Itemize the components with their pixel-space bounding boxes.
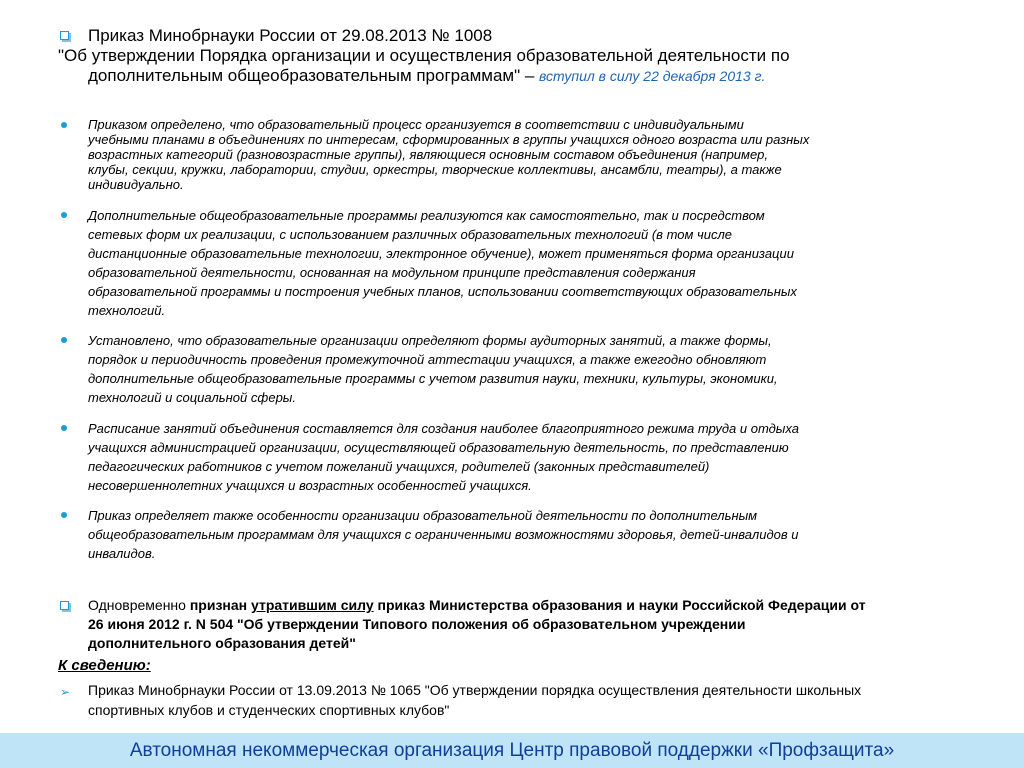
- bullet-line: учебными планами в объединениях по интересам, сформированных в группы учащихся одного возраста или разных: [88, 132, 810, 147]
- bullet-line: возрастных категорий (разновозрастные группы), являющиеся основным составом объединения (например,: [88, 147, 769, 162]
- bullet-line: технологий и социальной сферы.: [88, 390, 296, 405]
- footer-text: Автономная некоммерческая организация Центр правовой поддержки «Профзащита»: [129, 739, 895, 761]
- bullet-dot-icon: [61, 425, 67, 431]
- footer-bar: [0, 733, 1024, 768]
- bullet-text: [88, 206, 958, 320]
- arrow-bullet-icon: ➢: [60, 685, 71, 699]
- bullet-text: [88, 331, 958, 407]
- header-subtitle-line2-row: [58, 66, 958, 86]
- info-item-line: Приказ Минобрнауки России от 13.09.2013 № 1065 "Об утверждении порядка осуществления деятельности школьных: [88, 682, 862, 698]
- bullet-dot-icon: [61, 212, 67, 218]
- info-item: [58, 680, 968, 720]
- repeal-underlined: утратившим силу: [251, 597, 374, 613]
- info-item-line: спортивных клубов и студенческих спортивных клубов": [88, 702, 450, 718]
- repeal-bold-line1: приказ Министерства образования и науки Российской Федерации от: [373, 597, 866, 613]
- repeal-prefix: Одновременно: [88, 597, 190, 613]
- header-subtitle-line2: дополнительным общеобразовательным программам": [88, 66, 521, 85]
- info-item-text: [58, 680, 968, 720]
- repeal-bold-line2: 26 июня 2012 г. N 504 "Об утверждении Типового положения об образовательном учреждении: [88, 616, 746, 632]
- repeal-bold-start: признан: [189, 597, 251, 613]
- bullet-line: учащихся администрацией организации, осуществляющей образовательную деятельность, по представлению: [88, 440, 789, 455]
- bullet-line: технологий.: [88, 303, 166, 318]
- bullet-text: [88, 419, 958, 495]
- repeal-text: [58, 596, 968, 653]
- header-dash: –: [520, 66, 540, 85]
- header-title: Приказ Минобрнауки России от 29.08.2013 № 1008: [88, 26, 493, 45]
- square-bullet-icon: [60, 31, 69, 40]
- bullet-line: несовершеннолетних учащихся и возрастных особенностей учащихся.: [88, 478, 532, 493]
- bullet-line: образовательной деятельности, основанная на модульном принципе представления содержания: [88, 265, 696, 280]
- bullet-line: Расписание занятий объединения составляется для создания наиболее благоприятного режима труда и отдыха: [88, 421, 799, 436]
- bullet-line: педагогических работников с учетом пожеланий учащихся, родителей (законных представителей): [88, 459, 710, 474]
- effective-date: вступил в силу 22 декабря 2013 г.: [539, 68, 766, 84]
- bullet-line: Установлено, что образовательные организации определяют формы аудиторных занятий, а также формы,: [88, 333, 772, 348]
- repeal-block: [58, 596, 968, 653]
- bullet-line: сетевых форм их реализации, с использованием различных образовательных технологий (в том числе: [88, 227, 733, 242]
- bullet-dot-icon: [61, 122, 67, 128]
- bullet-line: общеобразовательным программам для учащихся с ограниченными возможностями здоровья, детей-инвалидов и: [88, 527, 799, 542]
- repeal-bold-line3: дополнительного образования детей": [88, 635, 356, 651]
- square-bullet-icon: [60, 601, 69, 610]
- bullet-line: Дополнительные общеобразовательные программы реализуются как самостоятельно, так и посредством: [88, 208, 765, 223]
- header-block: [58, 26, 958, 86]
- bullet-line: Приказом определено, что образовательный процесс организуется в соответствии с индивидуальными: [88, 117, 744, 132]
- bullet-text: [88, 117, 958, 192]
- bullet-line: образовательной программы и построения учебных планов, использовании соответствующих образовательных: [88, 284, 797, 299]
- bullet-line: Приказ определяет также особенности организации образовательной деятельности по дополнительным: [88, 508, 758, 523]
- header-title-row: [58, 26, 958, 46]
- bullet-line: инвалидов.: [88, 546, 156, 561]
- info-heading: К сведению:: [58, 657, 151, 674]
- bullet-line: дистанционные образовательные технологии, электронное обучение), может применяться форма организации: [88, 246, 794, 261]
- header-subtitle-line1: "Об утверждении Порядка организации и осуществления образовательной деятельности по: [58, 46, 790, 65]
- bullet-dot-icon: [61, 512, 67, 518]
- bullet-line: порядок и периодичность проведения промежуточной аттестации учащихся, а также ежегодно обновляют: [88, 352, 767, 367]
- bullet-line: индивидуально.: [88, 177, 184, 192]
- bullet-line: дополнительные общеобразовательные программы с учетом развития науки, техники, культуры, экономики,: [88, 371, 778, 386]
- bullet-dot-icon: [61, 337, 67, 343]
- bullet-line: клубы, секции, кружки, лаборатории, студии, оркестры, творческие коллективы, ансамбли, театры), а также: [88, 162, 782, 177]
- bullet-text: [88, 506, 958, 563]
